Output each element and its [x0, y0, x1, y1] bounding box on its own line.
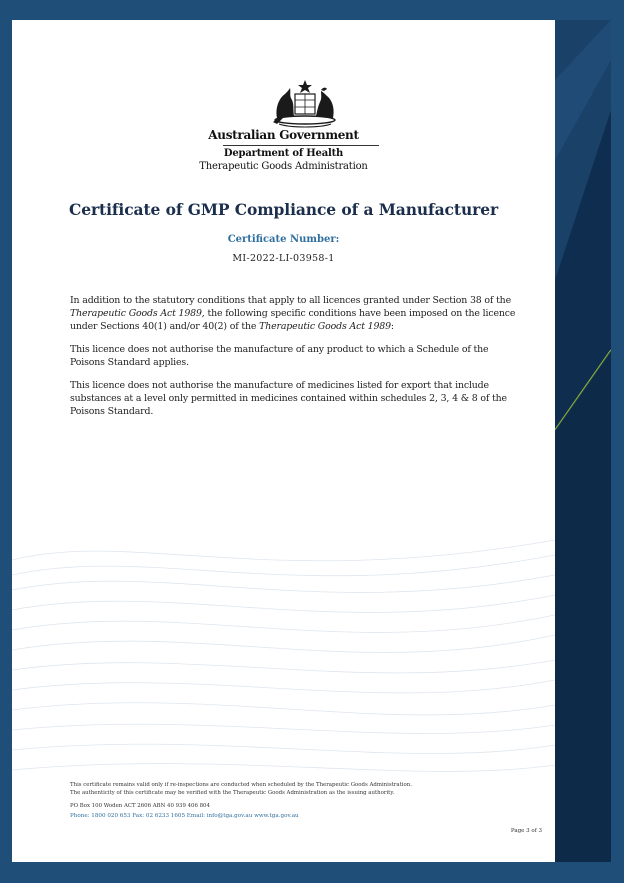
government-name: Australian Government: [208, 128, 359, 142]
coat-of-arms-icon: [265, 78, 345, 130]
paragraph-text: the following specific conditions have been imposed on the licence under Sections 40(1) and/or 40(2) of the: [70, 308, 516, 332]
header-divider: [223, 145, 379, 146]
background-wave-pattern: [12, 520, 555, 820]
act-reference: Therapeutic Goods Act 1989,: [70, 308, 205, 319]
validity-line: This certificate remains valid only if re-inspections are conducted when scheduled by the Therapeutic Goods Administration.: [70, 782, 412, 788]
conditions-paragraph-3: This licence does not authorise the manufacture of medicines listed for export that include substances at a level only permitted in medicines contained within schedules 2, 3, 4 & 8 of the Poisons Standard.: [70, 380, 507, 417]
side-band-graphic: [555, 20, 611, 862]
agency-name: Therapeutic Goods Administration: [199, 161, 368, 172]
authenticity-line: The authenticity of this certificate may be verified with the Therapeutic Goods Administration as the issuing authority.: [70, 789, 395, 796]
contact-details: Phone: 1800 020 653 Fax: 02 6233 1605 Email: info@tga.gov.au www.tga.gov.au: [70, 813, 299, 819]
conditions-text: [70, 294, 526, 428]
paragraph-text: :: [390, 321, 394, 332]
decorative-side-band: [555, 20, 611, 862]
page-number: Page 3 of 3: [510, 828, 542, 834]
validity-note: [70, 782, 540, 797]
certificate-page: [12, 20, 555, 862]
act-reference: Therapeutic Goods Act 1989: [259, 321, 391, 332]
department-name: Department of Health: [223, 148, 344, 159]
paragraph-text: In addition to the statutory conditions that apply to all licences granted under Section 38 of the: [70, 295, 511, 306]
postal-address: PO Box 100 Woden ACT 2606 ABN 40 939 406 804: [70, 803, 210, 809]
certificate-number: MI-2022-LI-03958-1: [232, 253, 335, 264]
certificate-number-label: Certificate Number:: [227, 234, 340, 245]
conditions-paragraph-1: [70, 294, 526, 333]
conditions-paragraph-2: This licence does not authorise the manufacture of any product to which a Schedule of the Poisons Standard applies.: [70, 344, 489, 368]
certificate-title: Certificate of GMP Compliance of a Manufacturer: [68, 200, 499, 219]
